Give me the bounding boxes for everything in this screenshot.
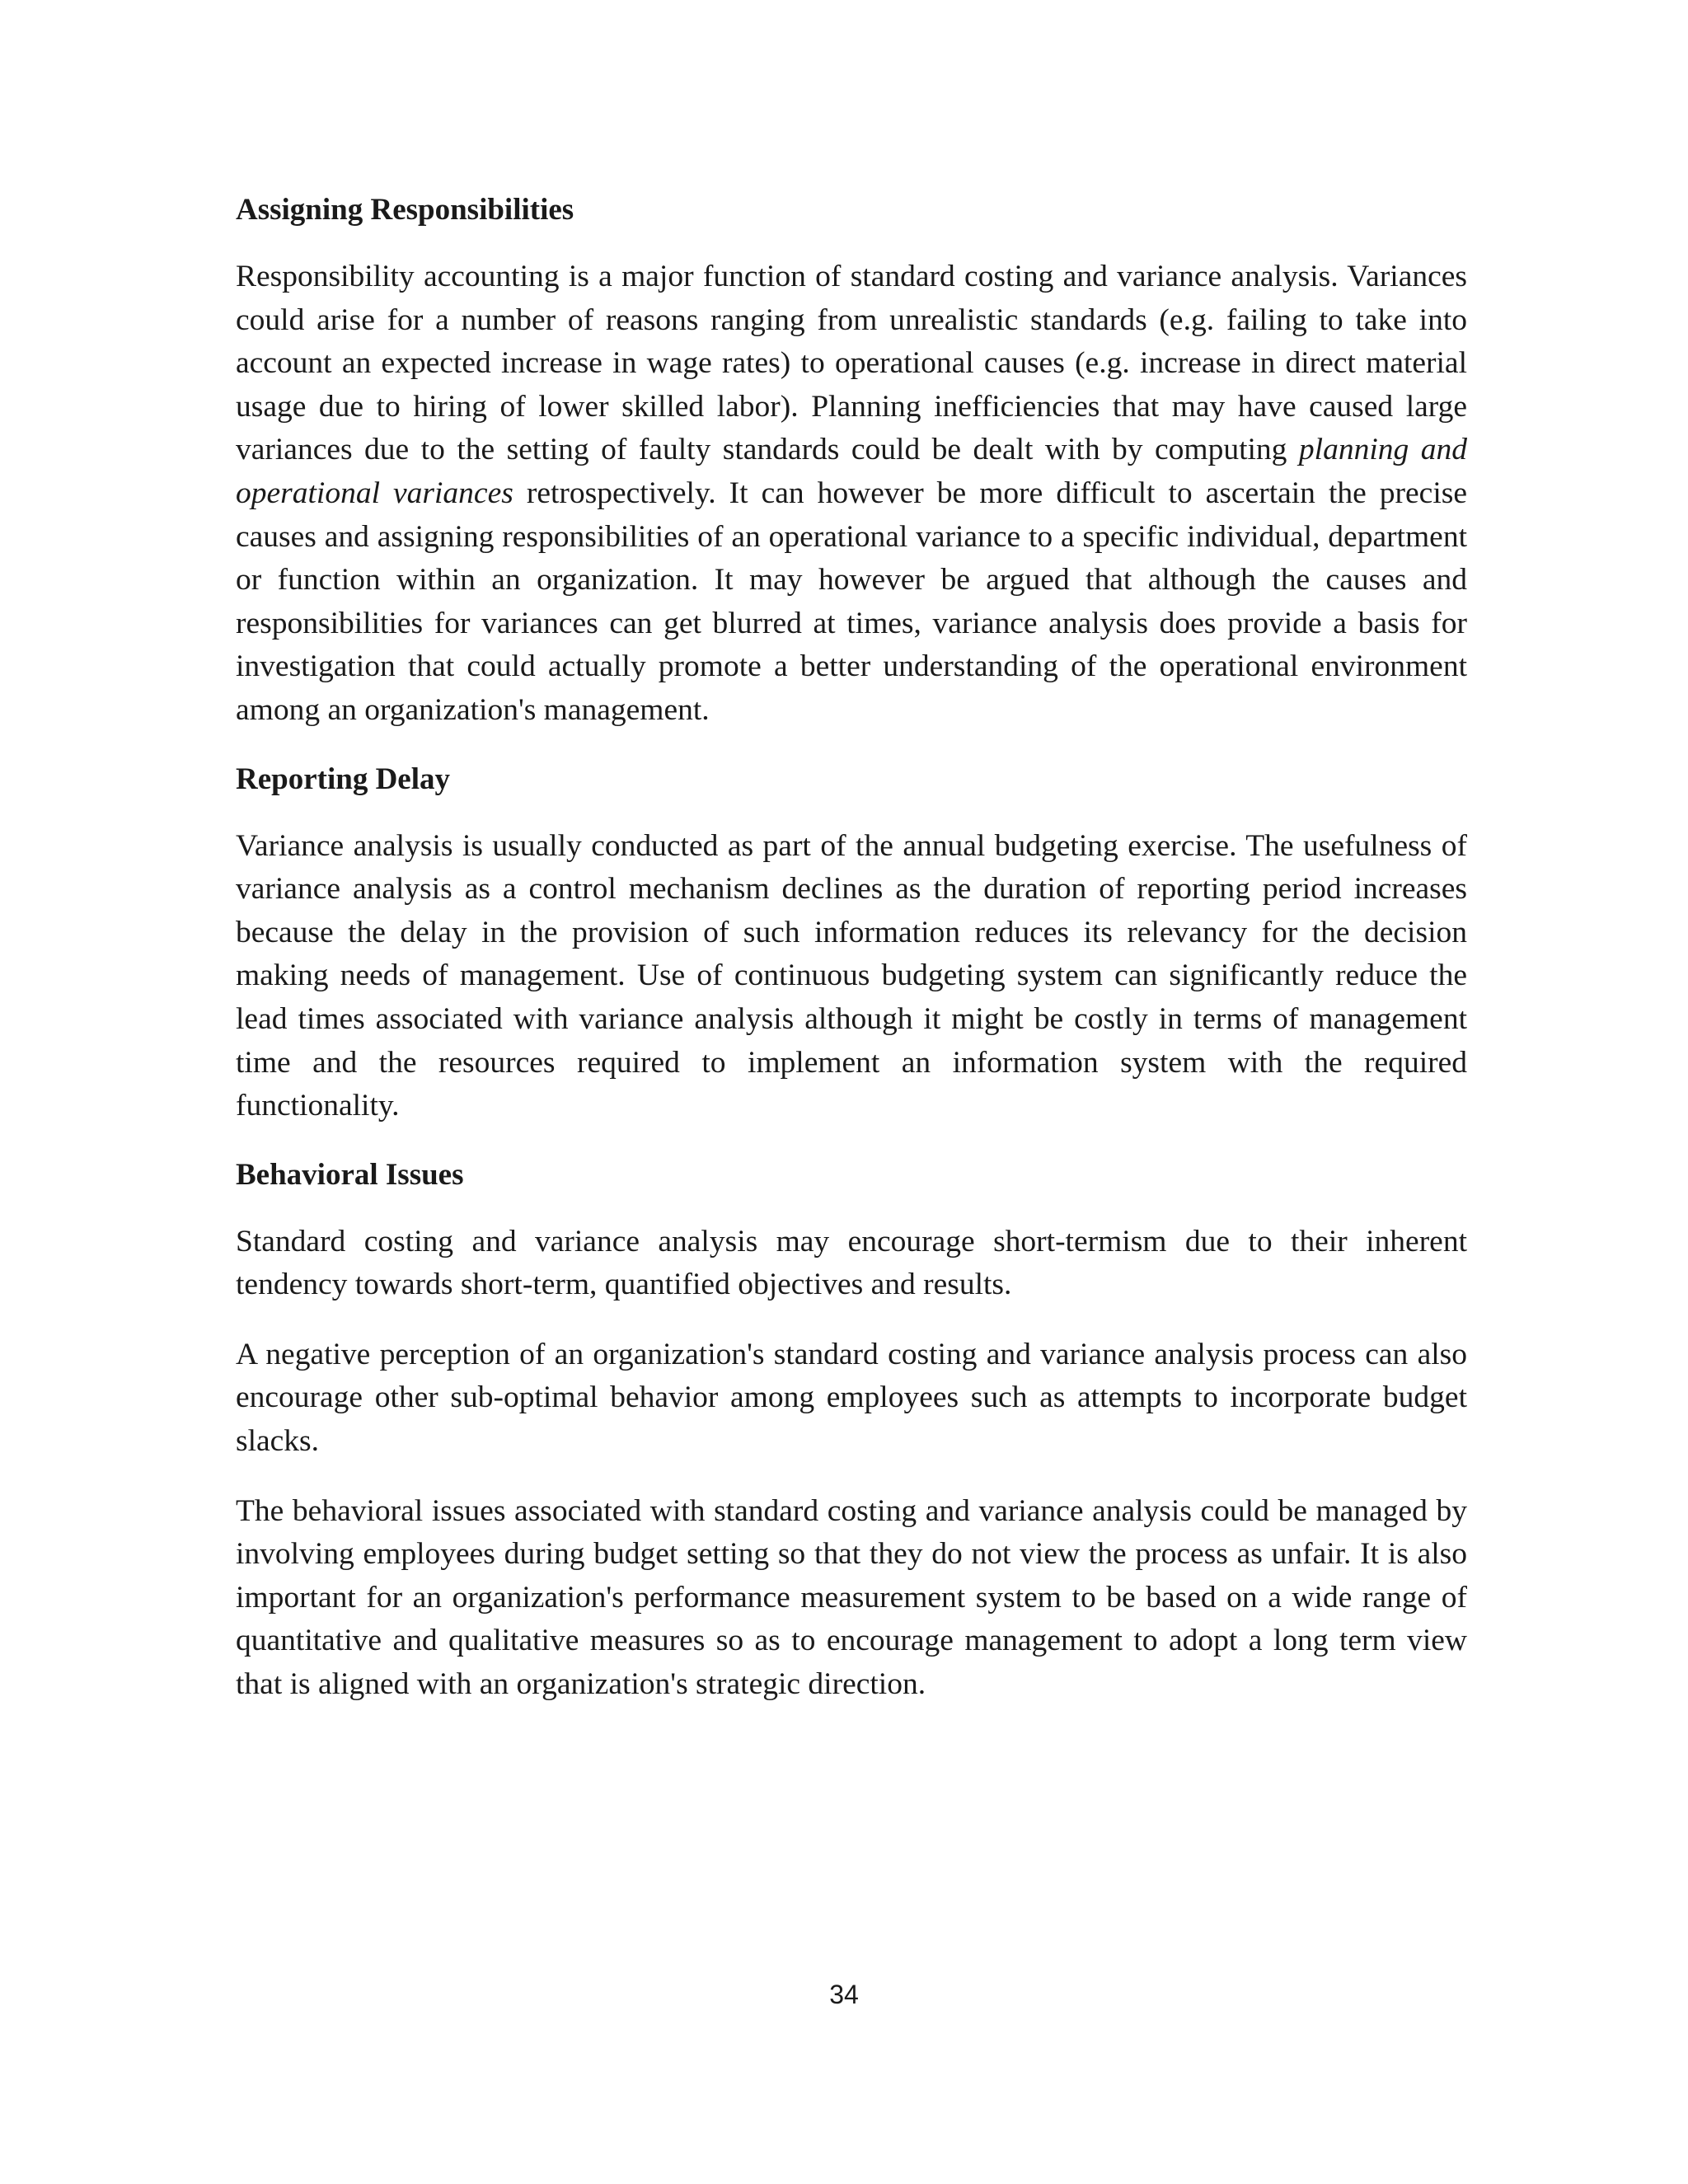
paragraph-text: Responsibility accounting is a major function of standard costing and variance analysis. Variances could arise for a number of reasons ranging from unrealistic standards (e.g. failing to take into account an expected increase in wage rates) to operational causes (e.g. increase in direct material usage due to hiring of lower skilled labor). Planning inefficiencies that may have caused large variances due to the setting of faulty standards could be dealt with by computing [236,260,1467,467]
section-assigning-responsibilities [236,190,1467,733]
italic-term: planning and operational variances [236,433,1467,510]
page-number: 34 [829,1980,859,2009]
section-heading: Assigning Responsibilities [236,193,574,227]
section-reporting-delay [236,759,1467,1128]
paragraph-text: retrospectively. It can however be more difficult to ascertain the precise causes and assigning responsibilities of an operational variance to a specific individual, department or function within an organization. It may however be argued that although the causes and responsibilities for variances can get blurred at times, variance analysis does provide a basis for investigation that could actually promote a better understanding of the operational environment among an organization's management. [236,476,1467,727]
document-page [236,190,1467,1733]
paragraph: The behavioral issues associated with standard costing and variance analysis could be managed by involving employees during budget setting so that they do not view the process as unfair. It is also important for an organization's performance measurement system to be based on a wide range of quantitative and qualitative measures so as to encourage management to adopt a long term view that is aligned with an organization's strategic direction. [236,1493,1467,1702]
section-heading: Reporting Delay [236,762,450,796]
paragraph: Variance analysis is usually conducted as part of the annual budgeting exercise. The usefulness of variance analysis as a control mechanism declines as the duration of reporting period increases because the delay in the provision of such information reduces its relevancy for the decision making needs of management. Use of continuous budgeting system can significantly reduce the lead times associated with variance analysis although it might be costly in terms of management time and the resources required to implement an information system with the required functionality. [236,828,1467,1123]
paragraph: A negative perception of an organization's standard costing and variance analysis process can also encourage other sub-optimal behavior among employees such as attempts to incorporate budget slacks. [236,1337,1467,1459]
section-heading: Behavioral Issues [236,1157,464,1192]
paragraph [236,255,1467,733]
section-behavioral-issues [236,1155,1467,1707]
paragraph: Standard costing and variance analysis may encourage short-termism due to their inherent tendency towards short-term, quantified objectives and results. [236,1224,1467,1302]
